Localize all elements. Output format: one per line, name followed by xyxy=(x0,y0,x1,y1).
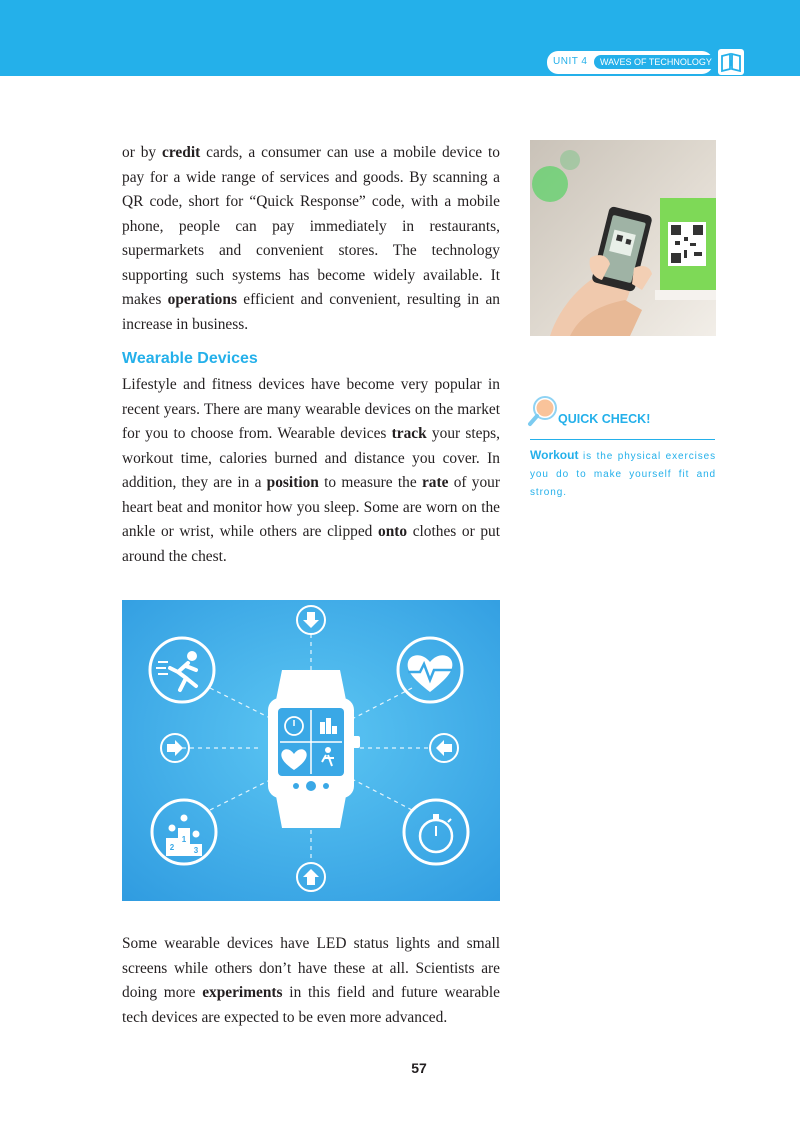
quick-check-term: Workout xyxy=(530,448,579,462)
paragraph-future: Some wearable devices have LED status lights and small screens while others don’t have these at all. Scientists are doing more experiments in this field and future wearable tech devices are expected to be even more advanced. xyxy=(122,935,500,1026)
podium-label-1: 1 xyxy=(181,835,187,844)
unit-label: UNIT 4 xyxy=(553,56,588,67)
vocab-experiments: experiments xyxy=(202,984,283,1001)
magnifier-icon xyxy=(527,394,561,428)
wearable-devices-figure xyxy=(122,600,500,901)
quick-check-text: Workout is the physical exercises you do to make yourself fit and strong. xyxy=(530,448,716,498)
qr-payment-photo xyxy=(530,140,716,336)
podium-label-2: 2 xyxy=(169,843,175,852)
paragraph-payments: or by credit cards, a consumer can use a mobile device to pay for a wide range of services and goods. By scanning a QR code, short for “Quick Response” code, with a mobile phone, people can pay immediately in restaurants, supermarkets and convenient stores. The technology supporting such systems has become widely available. It makes operations efficient and convenient, resulting in an increase in business. xyxy=(122,144,500,333)
vocab-onto: onto xyxy=(378,523,408,540)
qr-code-icon xyxy=(660,198,716,296)
vocab-position: position xyxy=(266,474,319,491)
page-number: 57 xyxy=(411,1060,427,1076)
vocab-operations: operations xyxy=(167,291,237,308)
podium-label-3: 3 xyxy=(193,846,199,855)
paragraph-wearables: Lifestyle and fitness devices have become very popular in recent years. There are many wearable devices on the market for you to choose from. Wearable devices track your steps, workout time, calories burned and distance you cover. In addition, they are in a position to measure the rate of your heart beat and monitor how you sleep. Some are worn on the ankle or wrist, while others are clipped onto clothes or put around the chest. xyxy=(122,376,501,565)
quick-check-title: QUICK CHECK! xyxy=(558,412,651,426)
vocab-rate: rate xyxy=(421,474,449,491)
vocab-credit: credit xyxy=(162,144,201,161)
section-heading: Wearable Devices xyxy=(122,350,258,367)
book-badge xyxy=(718,49,744,75)
unit-title: WAVES OF TECHNOLOGY xyxy=(594,55,718,69)
vocab-track: track xyxy=(391,425,427,442)
book-icon xyxy=(718,49,744,75)
quick-check-divider xyxy=(530,439,715,440)
